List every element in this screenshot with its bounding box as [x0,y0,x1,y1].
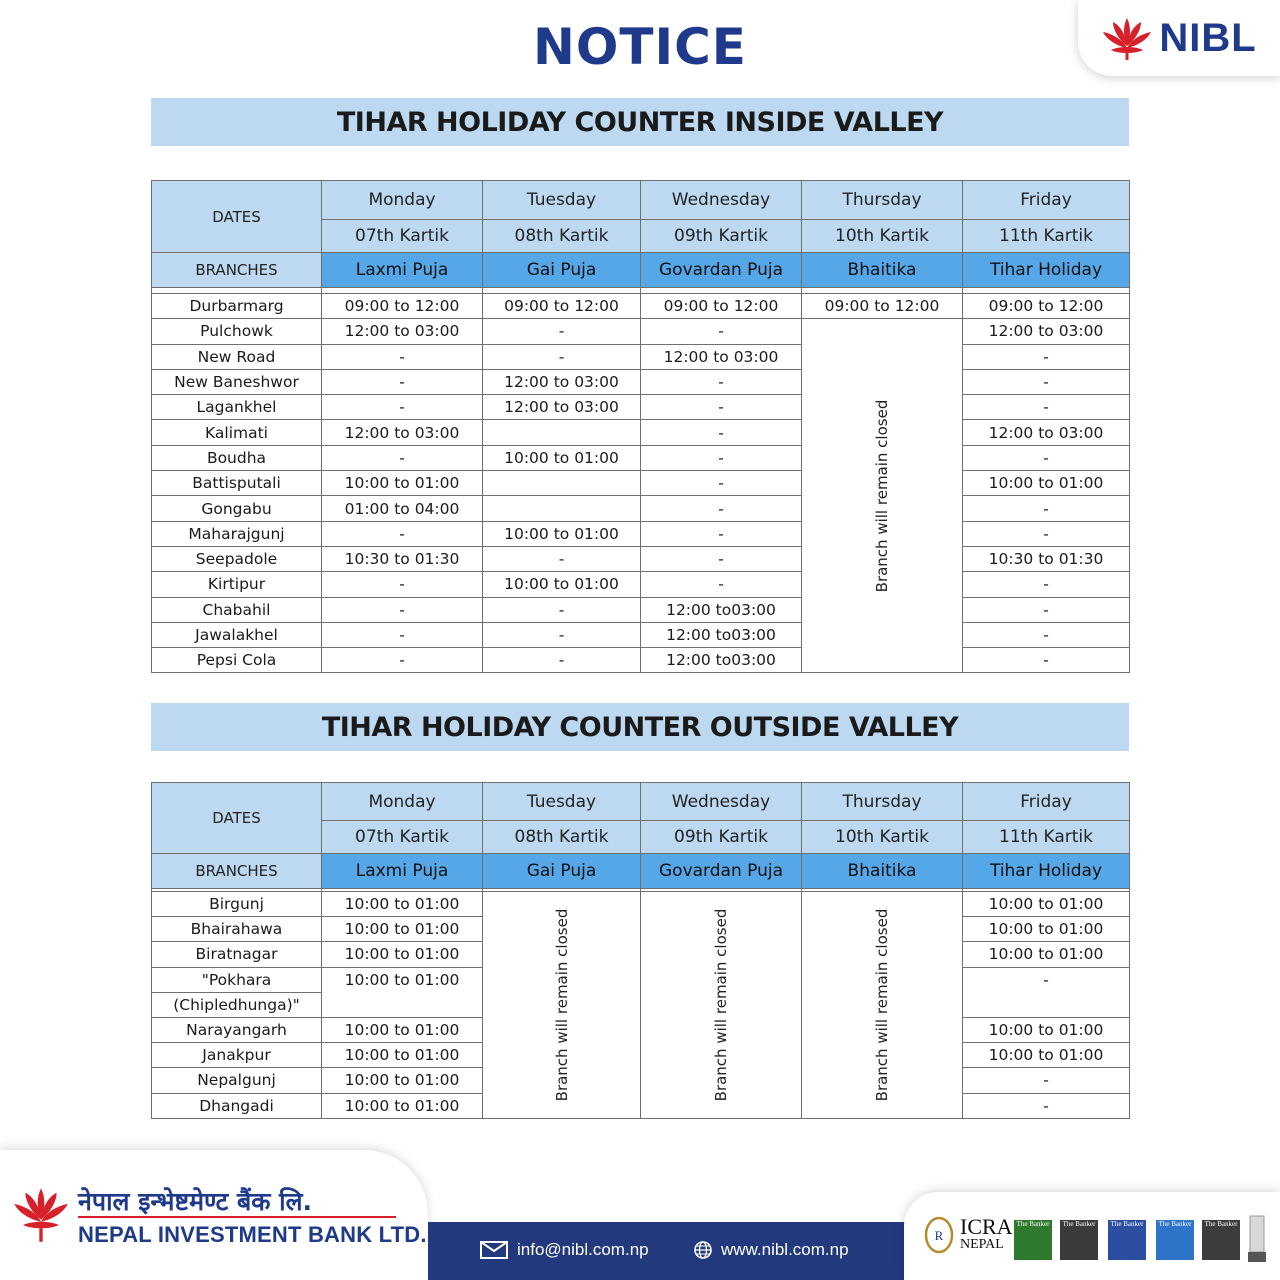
schedule-cell: - [641,546,802,571]
branch-name: Dhangadi [152,1093,322,1118]
table-row [152,420,1130,445]
date-header: 09th Kartik [641,821,802,854]
schedule-cell: 12:00 to 03:00 [641,344,802,369]
date-header: 08th Kartik [483,821,641,854]
branch-name: Gongabu [152,496,322,521]
outside-valley-title: TIHAR HOLIDAY COUNTER OUTSIDE VALLEY [151,703,1129,751]
email-link[interactable] [480,1240,649,1260]
schedule-cell: 09:00 to 12:00 [483,294,641,319]
table-row [152,496,1130,521]
festival-header: Bhaitika [802,854,963,889]
schedule-cell: - [483,597,641,622]
table-row [152,294,1130,319]
festival-header: Laxmi Puja [322,253,483,288]
schedule-cell: 12:00 to03:00 [641,648,802,673]
schedule-cell: - [963,496,1130,521]
closed-cell [483,892,641,1119]
day-header: Friday [963,181,1130,220]
schedule-cell: 10:00 to 01:00 [963,917,1130,942]
lotus-logo-icon [1101,16,1153,60]
day-header: Tuesday [483,783,641,821]
schedule-cell: 10:00 to 01:00 [322,1068,483,1093]
branch-name: Lagankhel [152,395,322,420]
inside-valley-table [151,180,1130,673]
schedule-cell: 01:00 to 04:00 [322,496,483,521]
schedule-cell: 10:00 to 01:00 [963,892,1130,917]
schedule-cell: 12:00 to 03:00 [963,420,1130,445]
outside-valley-table [151,782,1130,1119]
schedule-cell: - [483,648,641,673]
schedule-cell: - [963,1068,1130,1093]
branches-label: BRANCHES [152,253,322,288]
branch-name: Boudha [152,445,322,470]
date-header: 11th Kartik [963,821,1130,854]
schedule-cell: - [322,648,483,673]
schedule-cell: 10:00 to 01:00 [963,1017,1130,1042]
closed-cell [802,319,963,673]
schedule-cell: 09:00 to 12:00 [641,294,802,319]
schedule-cell: - [641,420,802,445]
schedule-cell: - [322,445,483,470]
day-header: Friday [963,783,1130,821]
schedule-cell: - [963,395,1130,420]
website-link[interactable] [694,1240,849,1260]
branch-name: New Road [152,344,322,369]
day-header: Thursday [802,181,963,220]
table-row [152,445,1130,470]
day-header: Wednesday [641,783,802,821]
schedule-cell: - [963,445,1130,470]
schedule-cell: - [483,344,641,369]
date-header: 10th Kartik [802,220,963,253]
icra-emblem-icon [924,1216,954,1254]
branch-name: Nepalgunj [152,1068,322,1093]
schedule-cell: - [963,597,1130,622]
day-header: Wednesday [641,181,802,220]
festival-header: Govardan Puja [641,854,802,889]
table-row [152,521,1130,546]
schedule-cell: - [322,521,483,546]
branch-name: Kalimati [152,420,322,445]
table-row [152,572,1130,597]
table-row [152,892,1130,917]
schedule-cell: 10:00 to 01:00 [322,967,483,1017]
closed-note: Branch will remain closed [873,908,891,1102]
icra-country: NEPAL [960,1237,1004,1252]
schedule-cell: - [483,319,641,344]
schedule-cell: - [641,496,802,521]
schedule-cell: 10:00 to 01:00 [963,942,1130,967]
banker-award-icon: The Banker [1202,1220,1240,1260]
schedule-cell: 10:00 to 01:00 [322,1017,483,1042]
schedule-cell: - [322,344,483,369]
schedule-cell: - [963,967,1130,1017]
closed-note: Branch will remain closed [552,908,571,1102]
schedule-cell: 10:00 to 01:00 [483,521,641,546]
schedule-cell: 12:00 to03:00 [641,597,802,622]
festival-header: Gai Puja [483,854,641,889]
schedule-cell: 10:00 to 01:00 [963,1043,1130,1068]
icra-name: ICRA [960,1214,1013,1239]
branch-name: Jawalakhel [152,622,322,647]
branch-name: Biratnagar [152,942,322,967]
schedule-cell: 09:00 to 12:00 [802,294,963,319]
schedule-cell [483,471,641,496]
schedule-cell: 10:00 to 01:00 [483,572,641,597]
bank-name-english: NEPAL INVESTMENT BANK LTD. [78,1222,427,1247]
schedule-cell: 12:00 to 03:00 [322,420,483,445]
schedule-cell: 10:00 to 01:00 [322,917,483,942]
dates-label: DATES [152,783,322,854]
schedule-cell: 12:00 to 03:00 [483,395,641,420]
branch-name: Chabahil [152,597,322,622]
date-header: 07th Kartik [322,821,483,854]
table-row [152,395,1130,420]
globe-icon [694,1241,712,1259]
branch-name: Durbarmarg [152,294,322,319]
schedule-cell: 10:00 to 01:00 [322,1043,483,1068]
schedule-cell: - [641,521,802,546]
schedule-cell: - [963,1093,1130,1118]
branch-name: Maharajgunj [152,521,322,546]
branch-name: "Pokhara [152,967,322,992]
festival-header: Govardan Puja [641,253,802,288]
schedule-cell: 10:00 to 01:00 [322,1093,483,1118]
page-title: NOTICE [533,18,747,76]
day-header: Monday [322,783,483,821]
brand-logo-card [1078,0,1280,76]
table-row [152,369,1130,394]
table-row [152,597,1130,622]
day-header: Monday [322,181,483,220]
schedule-cell: 10:00 to 01:00 [483,445,641,470]
banker-award-icon: The Banker [1060,1220,1098,1260]
schedule-cell: 10:00 to 01:00 [322,942,483,967]
envelope-icon [480,1241,508,1259]
schedule-cell: - [641,572,802,597]
festival-header: Bhaitika [802,253,963,288]
branch-name: (Chipledhunga)" [152,992,322,1017]
schedule-cell: - [483,546,641,571]
date-header: 07th Kartik [322,220,483,253]
closed-cell [641,892,802,1119]
date-header: 09th Kartik [641,220,802,253]
schedule-cell: - [322,572,483,597]
schedule-cell: - [963,369,1130,394]
banker-award-icon: The Banker [1156,1220,1194,1260]
date-header: 08th Kartik [483,220,641,253]
festival-header: Tihar Holiday [963,253,1130,288]
website-text: www.nibl.com.np [721,1240,849,1259]
branch-name: Janakpur [152,1043,322,1068]
schedule-cell: - [641,369,802,394]
table-row [152,622,1130,647]
schedule-cell [483,496,641,521]
schedule-cell: 12:00 to 03:00 [483,369,641,394]
schedule-cell: 09:00 to 12:00 [322,294,483,319]
icra-rating-logo [924,1216,1013,1254]
date-header: 11th Kartik [963,220,1130,253]
branch-name: Bhairahawa [152,917,322,942]
brand-name: NIBL [1159,15,1257,60]
branch-name: Seepadole [152,546,322,571]
table-row [152,471,1130,496]
svg-text:R: R [934,1228,944,1243]
schedule-cell: 10:00 to 01:00 [963,471,1130,496]
date-header: 10th Kartik [802,821,963,854]
banker-award-icon: The Banker [1108,1220,1146,1260]
schedule-cell: - [322,369,483,394]
branch-name: Pepsi Cola [152,648,322,673]
day-header: Thursday [802,783,963,821]
logo-divider [78,1216,396,1218]
branches-label: BRANCHES [152,854,322,889]
schedule-cell: - [641,395,802,420]
bank-name-nepali: नेपाल इन्भेष्टमेण्ट बैंक लि. [78,1187,313,1216]
schedule-cell: - [641,471,802,496]
bank-logo-card [0,1150,428,1280]
schedule-cell: 12:00 to 03:00 [322,319,483,344]
schedule-cell: - [483,622,641,647]
lotus-logo-icon [12,1186,70,1244]
festival-header: Gai Puja [483,253,641,288]
closed-note: Branch will remain closed [712,908,730,1102]
banker-award-icon: The Banker [1014,1220,1052,1260]
schedule-cell: - [322,395,483,420]
schedule-cell [483,420,641,445]
schedule-cell: - [963,648,1130,673]
schedule-cell: 10:00 to 01:00 [322,471,483,496]
schedule-cell: - [641,319,802,344]
branch-name: Narayangarh [152,1017,322,1042]
closed-cell [802,892,963,1119]
schedule-cell: 12:00 to 03:00 [963,319,1130,344]
trophy-icon [1246,1214,1268,1264]
schedule-cell: 10:00 to 01:00 [322,892,483,917]
schedule-cell: 10:30 to 01:30 [963,546,1130,571]
branch-name: New Baneshwor [152,369,322,394]
day-header: Tuesday [483,181,641,220]
branch-name: Battisputali [152,471,322,496]
awards-card [904,1192,1280,1280]
festival-header: Tihar Holiday [963,854,1130,889]
footer [0,1150,1280,1280]
branch-name: Birgunj [152,892,322,917]
schedule-cell: - [963,622,1130,647]
dates-label: DATES [152,181,322,253]
schedule-cell: - [963,572,1130,597]
inside-valley-title: TIHAR HOLIDAY COUNTER INSIDE VALLEY [151,98,1129,146]
table-row [152,319,1130,344]
schedule-cell: - [963,344,1130,369]
schedule-cell: - [322,597,483,622]
schedule-cell: 10:30 to 01:30 [322,546,483,571]
schedule-cell: - [963,521,1130,546]
email-text: info@nibl.com.np [517,1240,649,1259]
table-row [152,344,1130,369]
table-row [152,648,1130,673]
table-row [152,546,1130,571]
branch-name: Pulchowk [152,319,322,344]
festival-header: Laxmi Puja [322,854,483,889]
schedule-cell: 12:00 to03:00 [641,622,802,647]
closed-note: Branch will remain closed [873,399,891,593]
schedule-cell: - [322,622,483,647]
schedule-cell: - [641,445,802,470]
schedule-cell: 09:00 to 12:00 [963,294,1130,319]
branch-name: Kirtipur [152,572,322,597]
